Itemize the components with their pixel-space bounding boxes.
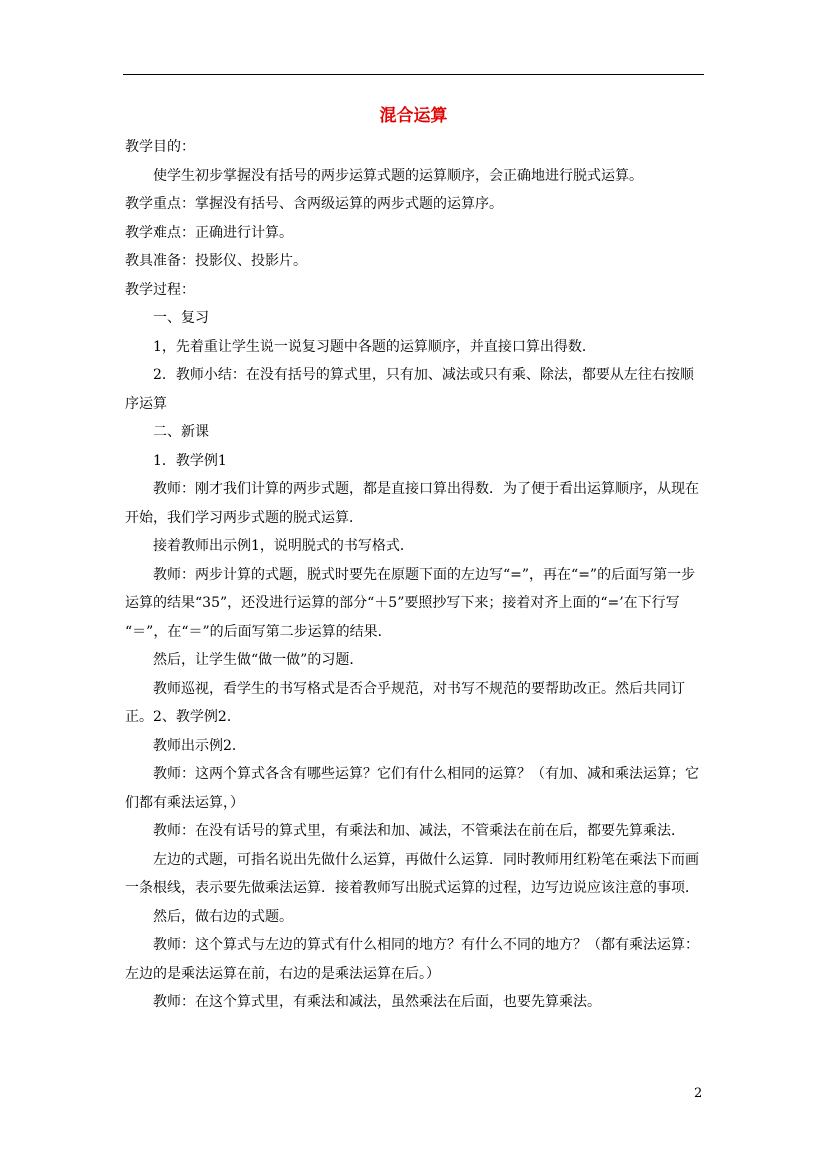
paragraph: 接着教师出示例1，说明脱式的书写格式． — [153, 538, 414, 554]
paragraph: 1，先着重让学生说一说复习题中各题的运算顺序，并直接口算出得数． — [153, 338, 596, 355]
paragraph: 教学难点：正确进行计算。 — [125, 224, 293, 241]
paragraph: 教师：这个算式与左边的算式有什么相同的地方？有什么不同的地方？（都有乘法运算：左边的是乘法运算在前，右边的是乘法运算在后。） — [125, 937, 699, 982]
paragraph: 教师：两步计算的式题，脱式时要先在原题下面的左边写“=”，再在“=”的后面写第一步运算的结果“35”，还没进行运算的部分“＋5”要照抄写下来；接着对齐上面的“=’在下行写 “＝”，在“＝”的后面写第二步运算的结果． — [125, 566, 696, 640]
paragraph: 教学过程： — [125, 281, 195, 298]
paragraph: 教师出示例2． — [153, 737, 246, 754]
paragraph: 1．教学例1 — [153, 452, 227, 469]
paragraph: 教学目的： — [125, 139, 195, 155]
paragraph: 然后，让学生做“做一做”的习题． — [153, 652, 364, 668]
paragraph: 教具准备：投影仪、投影片。 — [125, 253, 307, 269]
document-body — [125, 133, 705, 1017]
paragraph: 二、新课 — [153, 424, 209, 440]
page-number: 2 — [694, 1086, 703, 1101]
header-rule — [123, 74, 704, 75]
paragraph: 左边的式题，可指名说出先做什么运算，再做什么运算．同时教师用红粉笔在乘法下而画一条根线，表示要先做乘法运算．接着教师写出脱式运算的过程，边写边说应该注意的事项． — [125, 851, 699, 896]
paragraph: 教师：这两个算式各含有哪些运算？它们有什么相同的运算？（有加、减和乘法运算；它们都有乘法运算，） — [125, 766, 699, 811]
paragraph: 使学生初步掌握没有括号的两步运算式题的运算顺序，会正确地进行脱式运算。 — [153, 167, 643, 184]
paragraph: 一、复习 — [153, 310, 209, 326]
paragraph: 教师：在这个算式里，有乘法和减法，虽然乘法在后面，也要先算乘法。 — [153, 994, 601, 1010]
paragraph: 教学重点：掌握没有括号、含两级运算的两步式题的运算序。 — [125, 196, 503, 212]
paragraph: 教师：在没有话号的算式里，有乘法和加、减法，不管乘法在前在后，都要先算乘法． — [153, 823, 685, 839]
page-title: 混合运算 — [379, 106, 448, 126]
paragraph: 教师巡视，看学生的书写格式是否合乎规范，对书写不规范的要帮助改正。然后共同订正。2、教学例2． — [125, 680, 685, 725]
paragraph: 教师：刚才我们计算的两步式题，都是直接口算出得数．为了便于看出运算顺序，从现在开始，我们学习两步式题的脱式运算． — [125, 481, 699, 526]
paragraph: 2．教师小结：在没有括号的算式里，只有加、减法或只有乘、除法，都要从左往右按顺序运算 — [125, 367, 694, 412]
paragraph: 然后，做右边的式题。 — [153, 908, 293, 925]
